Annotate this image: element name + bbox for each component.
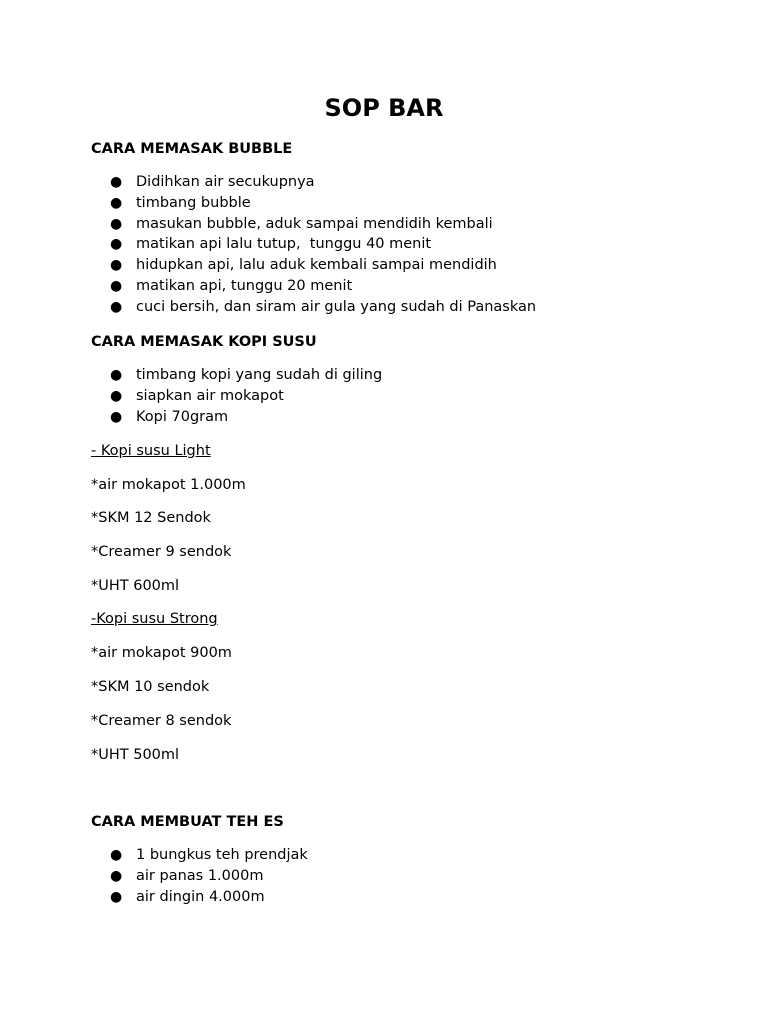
list-item: ● matikan api lalu tutup, tunggu 40 menit bbox=[110, 234, 536, 255]
section-heading-kopi-susu: CARA MEMASAK KOPI SUSU bbox=[91, 334, 317, 350]
bullet-icon: ● bbox=[110, 277, 123, 294]
bullet-icon: ● bbox=[110, 298, 123, 315]
list-item: ● air panas 1.000m bbox=[110, 866, 308, 887]
section-heading-bubble: CARA MEMASAK BUBBLE bbox=[91, 141, 293, 157]
list-item: ● timbang bubble bbox=[110, 193, 536, 214]
variant-line: *Creamer 8 sendok bbox=[91, 713, 232, 729]
list-item: ● Kopi 70gram bbox=[110, 407, 382, 428]
bullet-icon: ● bbox=[110, 387, 123, 404]
list-item: ● Didihkan air secukupnya bbox=[110, 172, 536, 193]
list-item: ● cuci bersih, dan siram air gula yang sudah di Panaskan bbox=[110, 297, 536, 318]
variant-line: *SKM 10 sendok bbox=[91, 679, 210, 695]
bullet-icon: ● bbox=[110, 367, 123, 383]
list-item: ● timbang kopi yang sudah di giling bbox=[110, 365, 382, 386]
bullet-icon: ● bbox=[110, 257, 123, 274]
bullet-icon: ● bbox=[110, 174, 123, 190]
variant-title-light: - Kopi susu Light bbox=[91, 443, 211, 459]
bullet-icon: ● bbox=[110, 194, 123, 211]
bullet-icon: ● bbox=[110, 215, 123, 232]
variant-line: *air mokapot 1.000m bbox=[91, 477, 246, 493]
bullet-icon: ● bbox=[110, 236, 123, 253]
bullet-icon: ● bbox=[110, 867, 123, 884]
variant-line: *air mokapot 900m bbox=[91, 645, 232, 661]
list-item: ● air dingin 4.000m bbox=[110, 887, 308, 908]
bubble-steps-list bbox=[110, 172, 536, 318]
list-item: ● 1 bungkus teh prendjak bbox=[110, 845, 308, 866]
kopi-susu-steps-list bbox=[110, 365, 382, 427]
bullet-icon: ● bbox=[110, 888, 123, 905]
list-item: ● hidupkan api, lalu aduk kembali sampai mendidih bbox=[110, 255, 536, 276]
bullet-icon: ● bbox=[110, 408, 123, 425]
teh-es-steps-list bbox=[110, 845, 308, 907]
variant-line: *UHT 500ml bbox=[91, 747, 180, 763]
variant-line: *Creamer 9 sendok bbox=[91, 544, 232, 560]
section-heading-teh-es: CARA MEMBUAT TEH ES bbox=[91, 814, 284, 830]
list-item: ● masukan bubble, aduk sampai mendidih kembali bbox=[110, 214, 536, 235]
list-item: ● matikan api, tunggu 20 menit bbox=[110, 276, 536, 297]
document-title: SOP BAR bbox=[324, 94, 444, 122]
bullet-icon: ● bbox=[110, 847, 123, 863]
list-item: ● siapkan air mokapot bbox=[110, 386, 382, 407]
variant-line: *SKM 12 Sendok bbox=[91, 510, 211, 526]
variant-title-strong: -Kopi susu Strong bbox=[91, 611, 218, 627]
variant-line: *UHT 600ml bbox=[91, 578, 180, 594]
